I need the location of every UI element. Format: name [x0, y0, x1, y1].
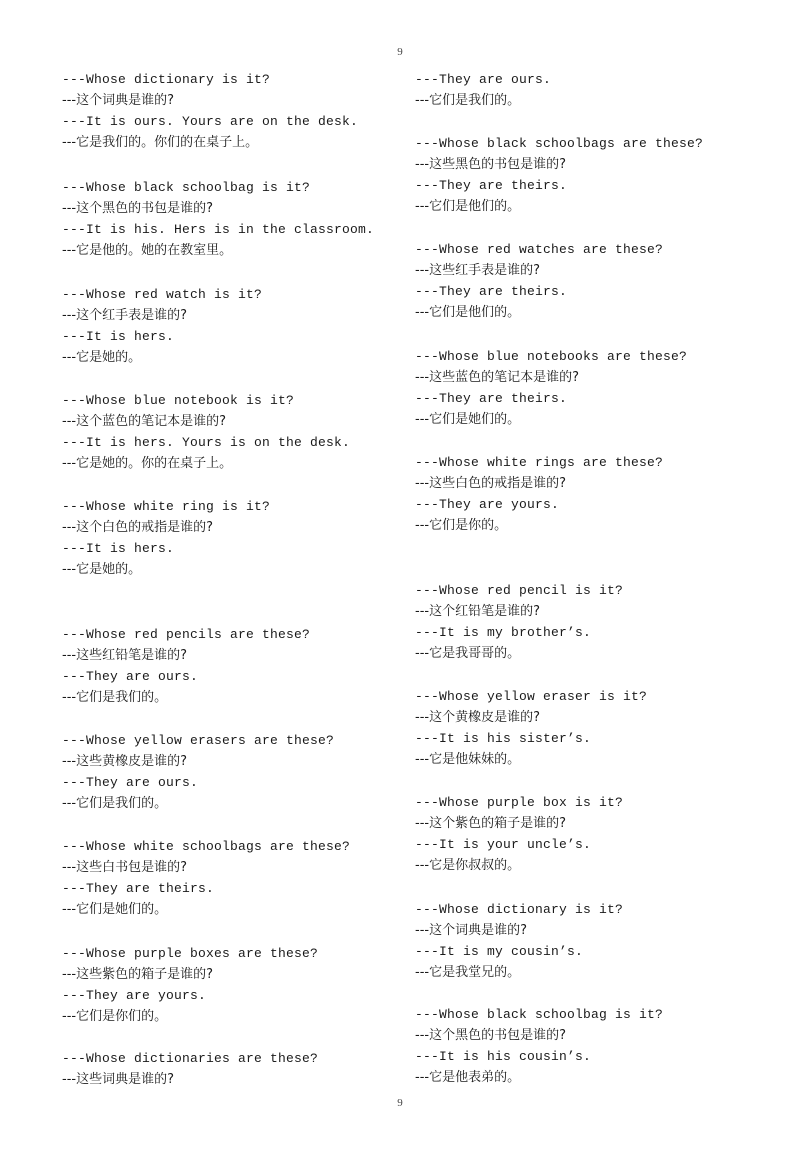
english-line: ---It is his sister’s. — [415, 731, 592, 746]
chinese-line: ---它们是她们的。 — [62, 902, 168, 917]
page-number-bottom: 9 — [397, 1097, 403, 1109]
chinese-line: ---它是他表弟的。 — [415, 1070, 521, 1085]
english-line: ---Whose white ring is it? — [62, 499, 271, 514]
chinese-line: ---这个黑色的书包是谁的? — [62, 201, 213, 216]
english-line: ---Whose yellow erasers are these? — [62, 733, 335, 748]
chinese-line: ---这些红手表是谁的? — [415, 263, 540, 278]
chinese-line: ---这些白书包是谁的? — [62, 860, 187, 875]
chinese-line: ---这些紫色的箱子是谁的? — [62, 967, 213, 982]
chinese-line: ---它们是我们的。 — [62, 690, 168, 705]
chinese-line: ---这些黄橡皮是谁的? — [62, 754, 187, 769]
chinese-line: ---它是你叔叔的。 — [415, 858, 521, 873]
english-line: ---It is my brother’s. — [415, 625, 592, 640]
english-line: ---They are yours. — [415, 497, 560, 512]
chinese-line: ---这个词典是谁的? — [415, 923, 527, 938]
chinese-line: ---它是我们的。你们的在桌子上。 — [62, 135, 259, 150]
english-line: ---They are yours. — [62, 988, 207, 1003]
chinese-line: ---它是她的。 — [62, 350, 142, 365]
chinese-line: ---这个红铅笔是谁的? — [415, 604, 540, 619]
english-line: ---It is hers. — [62, 541, 175, 556]
chinese-line: ---它们是你的。 — [415, 518, 508, 533]
chinese-line: ---这些蓝色的笔记本是谁的? — [415, 370, 579, 385]
english-line: ---They are ours. — [62, 669, 199, 684]
english-line: ---Whose black schoolbag is it? — [415, 1007, 664, 1022]
chinese-line: ---这个黄橡皮是谁的? — [415, 710, 540, 725]
chinese-line: ---它们是我们的。 — [62, 796, 168, 811]
english-line: ---Whose yellow eraser is it? — [415, 689, 648, 704]
english-line: ---Whose purple boxes are these? — [62, 946, 319, 961]
english-line: ---It is hers. — [62, 329, 175, 344]
chinese-line: ---它们是他们的。 — [415, 305, 521, 320]
chinese-line: ---它们是你们的。 — [62, 1009, 168, 1024]
chinese-line: ---这个蓝色的笔记本是谁的? — [62, 414, 226, 429]
chinese-line: ---它们是我们的。 — [415, 93, 521, 108]
english-line: ---Whose white schoolbags are these? — [62, 839, 351, 854]
chinese-line: ---它是我堂兄的。 — [415, 965, 521, 980]
chinese-line: ---这个白色的戒指是谁的? — [62, 520, 213, 535]
chinese-line: ---这些黑色的书包是谁的? — [415, 157, 566, 172]
english-line: ---It is your uncle’s. — [415, 837, 592, 852]
english-line: ---Whose purple box is it? — [415, 795, 624, 810]
english-line: ---They are theirs. — [62, 881, 215, 896]
english-line: ---They are theirs. — [415, 391, 568, 406]
chinese-line: ---这个词典是谁的? — [62, 93, 174, 108]
chinese-line: ---这些红铅笔是谁的? — [62, 648, 187, 663]
chinese-line: ---这个红手表是谁的? — [62, 308, 187, 323]
chinese-line: ---它是他的。她的在教室里。 — [62, 243, 233, 258]
page-number-top: 9 — [397, 46, 403, 58]
chinese-line: ---它们是他们的。 — [415, 199, 521, 214]
english-line: ---Whose red watches are these? — [415, 242, 664, 257]
chinese-line: ---它是他妹妹的。 — [415, 752, 521, 767]
english-line: ---Whose red pencil is it? — [415, 583, 624, 598]
chinese-line: ---这些白色的戒指是谁的? — [415, 476, 566, 491]
english-line: ---Whose dictionaries are these? — [62, 1051, 319, 1066]
english-line: ---Whose red pencils are these? — [62, 627, 311, 642]
english-line: ---They are ours. — [415, 72, 552, 87]
english-line: ---Whose red watch is it? — [62, 287, 263, 302]
english-line: ---Whose white rings are these? — [415, 455, 664, 470]
english-line: ---It is hers. Yours is on the desk. — [62, 435, 351, 450]
english-line: ---It is my cousin’s. — [415, 944, 584, 959]
chinese-line: ---它是她的。你的在桌子上。 — [62, 456, 233, 471]
english-line: ---It is his cousin’s. — [415, 1049, 592, 1064]
chinese-line: ---它是我哥哥的。 — [415, 646, 521, 661]
english-line: ---Whose blue notebook is it? — [62, 393, 295, 408]
chinese-line: ---它是她的。 — [62, 562, 142, 577]
english-line: ---Whose dictionary is it? — [62, 72, 271, 87]
chinese-line: ---这个紫色的箱子是谁的? — [415, 816, 566, 831]
chinese-line: ---它们是她们的。 — [415, 412, 521, 427]
english-line: ---Whose black schoolbags are these? — [415, 136, 704, 151]
chinese-line: ---这个黑色的书包是谁的? — [415, 1028, 566, 1043]
english-line: ---Whose dictionary is it? — [415, 902, 624, 917]
english-line: ---They are theirs. — [415, 284, 568, 299]
english-line: ---They are ours. — [62, 775, 199, 790]
english-line: ---It is his. Hers is in the classroom. — [62, 222, 375, 237]
english-line: ---Whose black schoolbag is it? — [62, 180, 311, 195]
chinese-line: ---这些词典是谁的? — [62, 1072, 174, 1087]
english-line: ---It is ours. Yours are on the desk. — [62, 114, 359, 129]
english-line: ---Whose blue notebooks are these? — [415, 349, 688, 364]
english-line: ---They are theirs. — [415, 178, 568, 193]
